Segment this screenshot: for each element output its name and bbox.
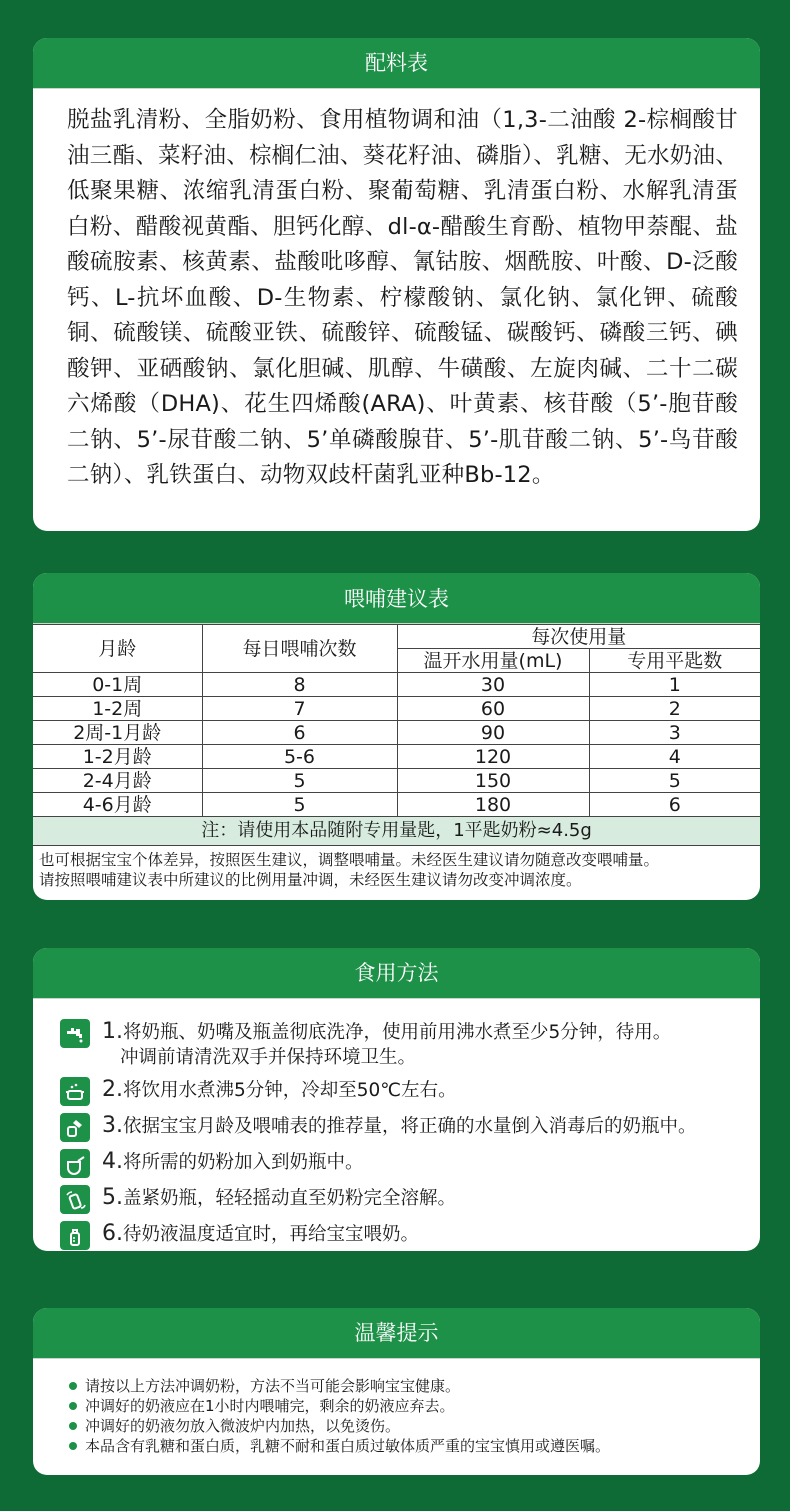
header-water: 温开水用量(mL) <box>397 649 589 673</box>
table-row <box>33 793 760 817</box>
pour-water-icon <box>60 1113 90 1142</box>
cell-times: 8 <box>202 673 397 697</box>
step-subtext: 冲调前请清洗双手并保持环境卫生。 <box>120 1047 417 1068</box>
cell-scoops: 5 <box>589 769 760 793</box>
step-number: 4. <box>102 1149 123 1174</box>
cell-age: 0-1周 <box>33 673 202 697</box>
baby-bottle-icon <box>60 1221 90 1250</box>
step-text: 将所需的奶粉加入到奶瓶中。 <box>123 1152 364 1173</box>
table-row <box>33 673 760 697</box>
bullet-dot-icon <box>69 1402 77 1410</box>
cell-times: 7 <box>202 697 397 721</box>
faucet-icon <box>60 1019 90 1048</box>
list-item <box>85 1376 760 1396</box>
usage-title: 食用方法 <box>33 948 760 999</box>
cell-scoops: 1 <box>589 673 760 697</box>
cell-age: 2-4月龄 <box>33 769 202 793</box>
cell-times: 5 <box>202 769 397 793</box>
feeding-table <box>33 624 760 846</box>
step-number: 3. <box>102 1113 123 1138</box>
tips-list <box>33 1359 760 1456</box>
steps-list <box>33 999 760 1250</box>
step-text: 将饮用水煮沸5分钟，冷却至50℃左右。 <box>123 1080 457 1101</box>
header-age: 月龄 <box>33 625 202 673</box>
step-number: 6. <box>102 1221 123 1246</box>
bullet-dot-icon <box>69 1442 77 1450</box>
remark-line: 也可根据宝宝个体差异，按照医生建议，调整喂哺量。未经医生建议请勿随意改变喂哺量。 <box>39 851 660 869</box>
step-number: 1. <box>102 1019 123 1044</box>
cell-times: 5-6 <box>202 745 397 769</box>
tip-text: 本品含有乳糖和蛋白质，乳糖不耐和蛋白质过敏体质严重的宝宝慎用或遵医嘱。 <box>85 1437 611 1455</box>
tips-title: 温馨提示 <box>33 1308 760 1359</box>
header-per-use: 每次使用量 <box>397 625 760 649</box>
header-times: 每日喂哺次数 <box>202 625 397 673</box>
scoop-note: 注：请使用本品随附专用量匙，1平匙奶粉≈4.5g <box>33 817 760 846</box>
step-item <box>60 1221 760 1250</box>
cell-scoops: 4 <box>589 745 760 769</box>
cell-age: 1-2月龄 <box>33 745 202 769</box>
step-number: 5. <box>102 1185 123 1210</box>
cell-scoops: 2 <box>589 697 760 721</box>
step-item <box>60 1113 760 1142</box>
ingredients-card <box>33 38 760 531</box>
cell-scoops: 6 <box>589 793 760 817</box>
list-item <box>85 1436 760 1456</box>
step-item <box>60 1077 760 1106</box>
bullet-dot-icon <box>69 1382 77 1390</box>
boiling-pot-icon <box>60 1077 90 1106</box>
table-row <box>33 769 760 793</box>
step-text: 盖紧奶瓶，轻轻摇动直至奶粉完全溶解。 <box>123 1188 457 1209</box>
cell-water: 150 <box>397 769 589 793</box>
cell-times: 5 <box>202 793 397 817</box>
table-row <box>33 697 760 721</box>
feeding-title: 喂哺建议表 <box>33 573 760 624</box>
ingredients-text: 脱盐乳清粉、全脂奶粉、食用植物调和油（1,3-二油酸 2-棕榈酸甘油三酯、菜籽油、棕榈仁油、葵花籽油、磷脂）、乳糖、无水奶油、低聚果糖、浓缩乳清蛋白粉、聚葡萄糖、乳清蛋白粉、水解乳清蛋白粉、醋酸视黄酯、胆钙化醇、dl-α-醋酸生育酚、植物甲萘醌、盐酸硫胺素、核黄素、盐酸吡哆醇、氰钴胺、烟酰胺、叶酸、D-泛酸钙、L-抗坏血酸、D-生物素、柠檬酸钠、氯化钠、氯化钾、硫酸铜、硫酸镁、硫酸亚铁、硫酸锌、硫酸锰、碳酸钙、磷酸三钙、碘酸钾、亚硒酸钠、氯化胆碱、肌醇、牛磺酸、左旋肉碱、二十二碳六烯酸（DHA)、花生四烯酸(ARA)、叶黄素、核苷酸（5’-胞苷酸二钠、5’-尿苷酸二钠、5’单磷酸腺苷、5’-肌苷酸二钠、5’-鸟苷酸二钠）、乳铁蛋白、动物双歧杆菌乳亚种Bb-12。 <box>67 107 738 488</box>
cell-water: 60 <box>397 697 589 721</box>
list-item <box>85 1416 760 1436</box>
table-row <box>33 745 760 769</box>
tip-text: 冲调好的奶液应在1小时内喂哺完，剩余的奶液应弃去。 <box>85 1397 455 1415</box>
header-scoops: 专用平匙数 <box>589 649 760 673</box>
step-text: 待奶液温度适宜时，再给宝宝喂奶。 <box>123 1224 420 1245</box>
shake-bottle-icon <box>60 1185 90 1214</box>
cell-scoops: 3 <box>589 721 760 745</box>
step-number: 2. <box>102 1077 123 1102</box>
remark-line: 请按照喂哺建议表中所建议的比例用量冲调，未经医生建议请勿改变冲调浓度。 <box>39 871 582 889</box>
step-item <box>60 1019 760 1070</box>
feeding-remarks <box>33 846 760 890</box>
scoop-powder-icon <box>60 1149 90 1178</box>
tips-card <box>33 1308 760 1475</box>
list-item <box>85 1396 760 1416</box>
usage-card <box>33 948 760 1251</box>
cell-age: 4-6月龄 <box>33 793 202 817</box>
cell-water: 180 <box>397 793 589 817</box>
tip-text: 冲调好的奶液勿放入微波炉内加热，以免烫伤。 <box>85 1417 401 1435</box>
step-item <box>60 1149 760 1178</box>
step-item <box>60 1185 760 1214</box>
cell-times: 6 <box>202 721 397 745</box>
ingredients-title: 配料表 <box>33 38 760 89</box>
feeding-card <box>33 573 760 900</box>
cell-water: 90 <box>397 721 589 745</box>
bullet-dot-icon <box>69 1422 77 1430</box>
cell-age: 2周-1月龄 <box>33 721 202 745</box>
step-text: 将奶瓶、奶嘴及瓶盖彻底洗净，使用前用沸水煮至少5分钟，待用。 <box>123 1022 672 1043</box>
cell-water: 120 <box>397 745 589 769</box>
cell-water: 30 <box>397 673 589 697</box>
step-text: 依据宝宝月龄及喂哺表的推荐量，将正确的水量倒入消毒后的奶瓶中。 <box>123 1116 697 1137</box>
tip-text: 请按以上方法冲调奶粉，方法不当可能会影响宝宝健康。 <box>85 1377 461 1395</box>
table-row <box>33 721 760 745</box>
cell-age: 1-2周 <box>33 697 202 721</box>
